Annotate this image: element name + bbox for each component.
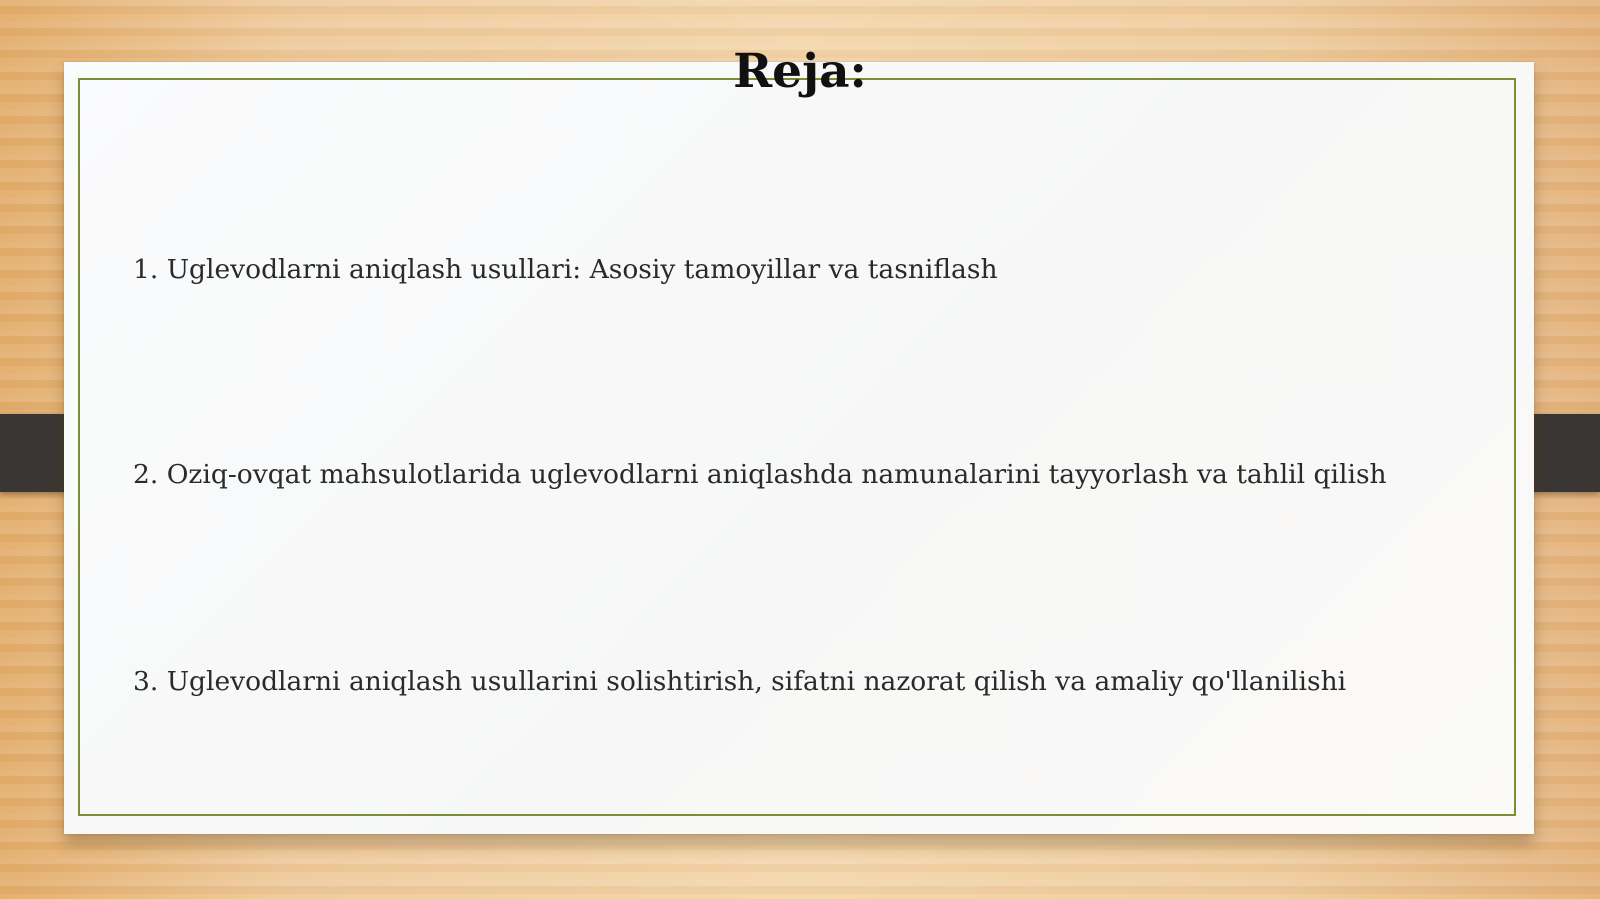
slide-title: Reja:	[733, 44, 867, 99]
plan-item-1: 1. Uglevodlarni aniqlash usullari: Asosiy tamoyillar va tasniflash	[133, 254, 998, 285]
slide-card	[64, 62, 1534, 834]
slide-frame-border	[78, 78, 1516, 816]
plan-item-2: 2. Oziq-ovqat mahsulotlarida uglevodlarni aniqlashda namunalarini tayyorlash va tahlil qilish	[133, 459, 1387, 490]
plan-item-3: 3. Uglevodlarni aniqlash usullarini solishtirish, sifatni nazorat qilish va amaliy qo'llanilishi	[133, 666, 1347, 697]
